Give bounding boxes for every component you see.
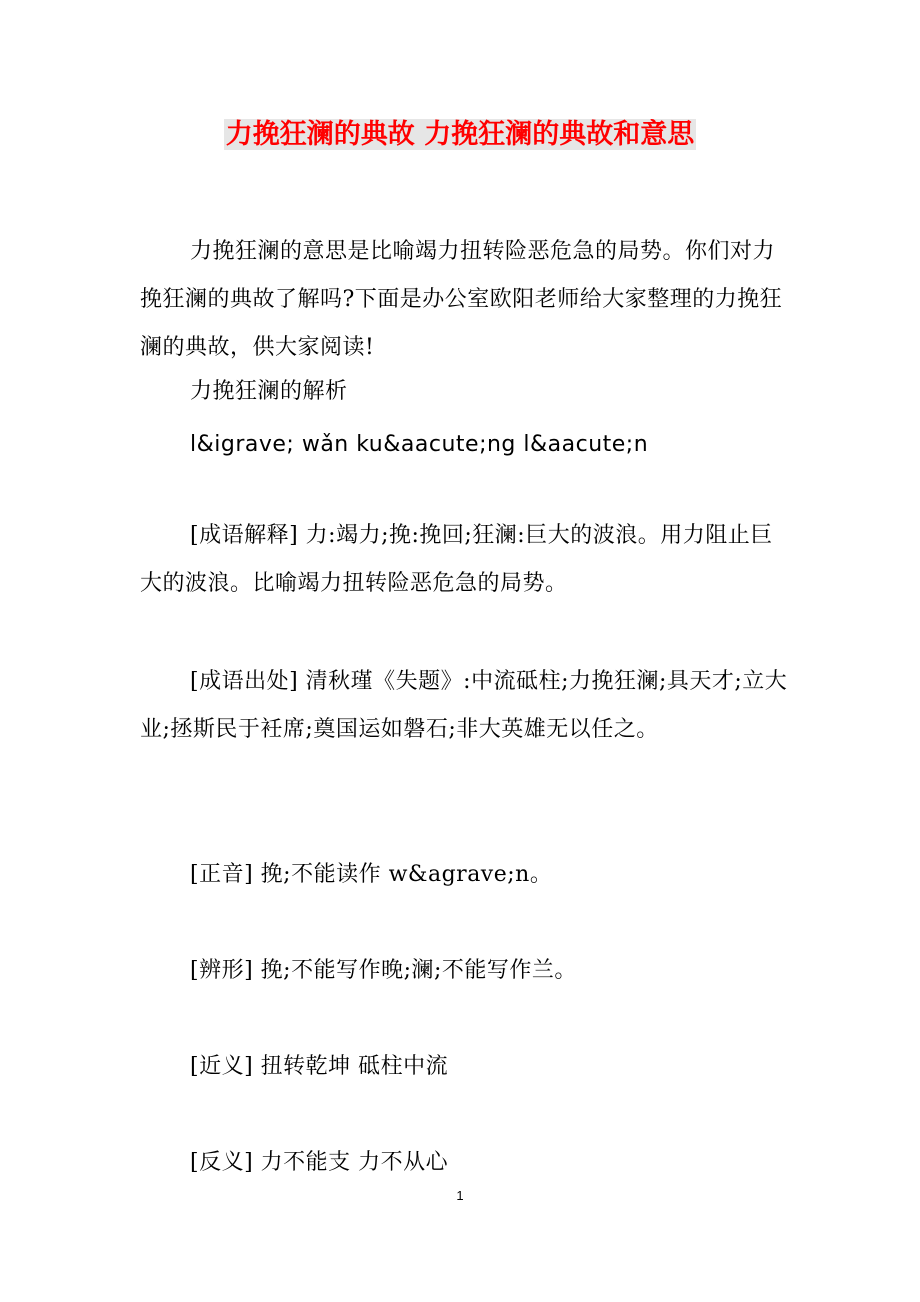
intro-paragraph: 力挽狂澜的意思是比喻竭力扭转险恶危急的局势。你们对力挽狂澜的典故了解吗?下面是办公室欧阳老师给大家整理的力挽狂澜的典故，供大家阅读! [140, 239, 783, 360]
page-number: 1 [456, 1188, 464, 1203]
analysis-heading: 力挽狂澜的解析 [190, 379, 348, 404]
form-note: [辨形] 挽;不能写作晚;澜;不能写作兰。 [190, 958, 577, 983]
idiom-source: [成语出处] 清秋瑾《失题》:中流砥柱;力挽狂澜;具天才;立大业;拯斯民于衽席;奠国运如磐石;非大英雄无以任之。 [140, 669, 788, 742]
pronunciation-note: [正音] 挽;不能读作 w&agrave;n。 [190, 862, 553, 887]
pinyin-line: l&igrave; wǎn ku&aacute;ng l&aacute;n [190, 432, 649, 457]
idiom-explanation: [成语解释] 力:竭力;挽:挽回;狂澜:巨大的波浪。用力阻止巨大的波浪。比喻竭力扭转险恶危急的局势。 [140, 523, 773, 596]
synonyms-line: [近义] 扭转乾坤 砥柱中流 [190, 1054, 449, 1079]
antonyms-line: [反义] 力不能支 力不从心 [190, 1150, 449, 1175]
document-title [0, 116, 920, 154]
document-title-text: 力挽狂澜的典故 力挽狂澜的典故和意思 [225, 119, 695, 150]
